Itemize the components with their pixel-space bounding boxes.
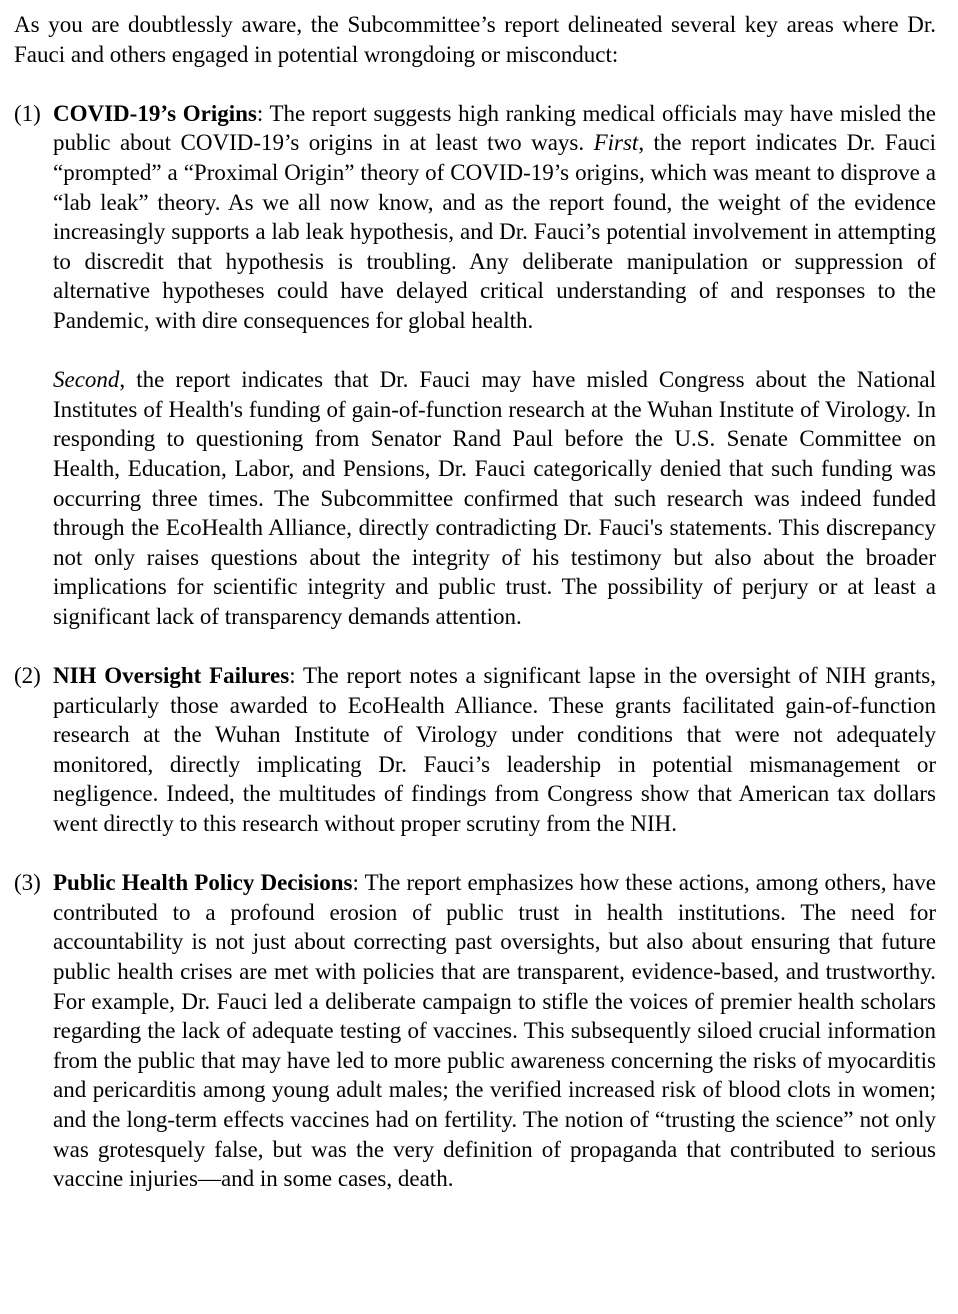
list-item-body	[53, 868, 936, 1194]
covid-origins-text: , the report indicates Dr. Fauci “prompted” a “Proximal Origin” theory of COVID-19’s origins, which was meant to disprove a “lab leak” theory. As we all now know, and as the report found, the weight of the evidence increasingly supports a lab leak hypothesis, and Dr. Fauci’s potential involvement in attempting to discredit that hypothesis is troubling. Any deliberate manipulation or suppression of alternative hypotheses could have delayed critical understanding of and responses to the Pandemic, with dire consequences for global health.	[53, 130, 936, 333]
covid-origins-paragraph-1	[53, 99, 936, 336]
nih-oversight-heading: NIH Oversight Failures	[53, 663, 290, 689]
intro-paragraph: As you are doubtlessly aware, the Subcommittee’s report delineated several key areas where Dr. Fauci and others engaged in potential wrongdoing or misconduct:	[14, 12, 936, 67]
nih-oversight-text: : The report notes a significant lapse in the oversight of NIH grants, particularly those awarded to EcoHealth Alliance. These grants facilitated gain-of-function research at the Wuhan Institute of Virology under conditions that were not adequately monitored, directly implicating Dr. Fauci’s leadership in potential mismanagement or negligence. Indeed, the multitudes of findings from Congress show that American tax dollars went directly to this research without proper scrutiny from the NIH.	[53, 663, 936, 837]
list-item-nih-oversight	[14, 661, 936, 839]
public-health-policy-paragraph	[53, 868, 936, 1194]
list-item-body	[53, 661, 936, 839]
covid-origins-heading: COVID-19’s Origins	[53, 100, 257, 126]
covid-origins-paragraph-2	[53, 365, 936, 631]
public-health-policy-text: : The report emphasizes how these actions, among others, have contributed to a profound erosion of public trust in health institutions. The need for accountability is not just about correcting past oversights, but also about ensuring that future public health crises are met with policies that are transparent, evidence-based, and trustworthy. For example, Dr. Fauci led a deliberate campaign to stifle the voices of premier health scholars regarding the lack of adequate testing of vaccines. This subsequently siloed crucial information from the public that may have led to more public awareness concerning the risks of myocarditis and pericarditis among young adult males; the verified increased risk of blood clots in women; and the long-term effects vaccines had on fertility. The notion of “trusting the science” not only was grotesquely false, but was the very definition of propaganda that contributed to serious vaccine injuries—and in some cases, death.	[53, 870, 937, 1192]
list-item-number: (2)	[14, 663, 41, 689]
second-emphasis: Second	[53, 367, 120, 393]
list-item-covid-origins	[14, 99, 936, 632]
list-item-public-health-policy	[14, 868, 936, 1194]
covid-origins-second-text: , the report indicates that Dr. Fauci may have misled Congress about the National Institutes of Health's funding of gain-of-function research at the Wuhan Institute of Virology. In responding to questioning from Senator Rand Paul before the U.S. Senate Committee on Health, Education, Labor, and Pensions, Dr. Fauci categorically denied that such funding was occurring three times. The Subcommittee confirmed that such research was indeed funded through the EcoHealth Alliance, directly contradicting Dr. Fauci's statements. This discrepancy not only raises questions about the integrity of his testimony but also about the broader implications for scientific integrity and public trust. The possibility of perjury or at least a significant lack of transparency demands attention.	[53, 367, 936, 629]
list-item-number: (1)	[14, 100, 41, 126]
list-item-body	[53, 99, 936, 632]
first-emphasis: First	[593, 130, 639, 156]
nih-oversight-paragraph	[53, 661, 936, 839]
covid-origins-intro-text: : The report suggests high ranking medical officials may have misled the public about COVID-19’s origins in at least two ways.	[53, 100, 936, 156]
public-health-policy-heading: Public Health Policy Decisions	[53, 870, 353, 896]
list-item-number: (3)	[14, 870, 41, 896]
